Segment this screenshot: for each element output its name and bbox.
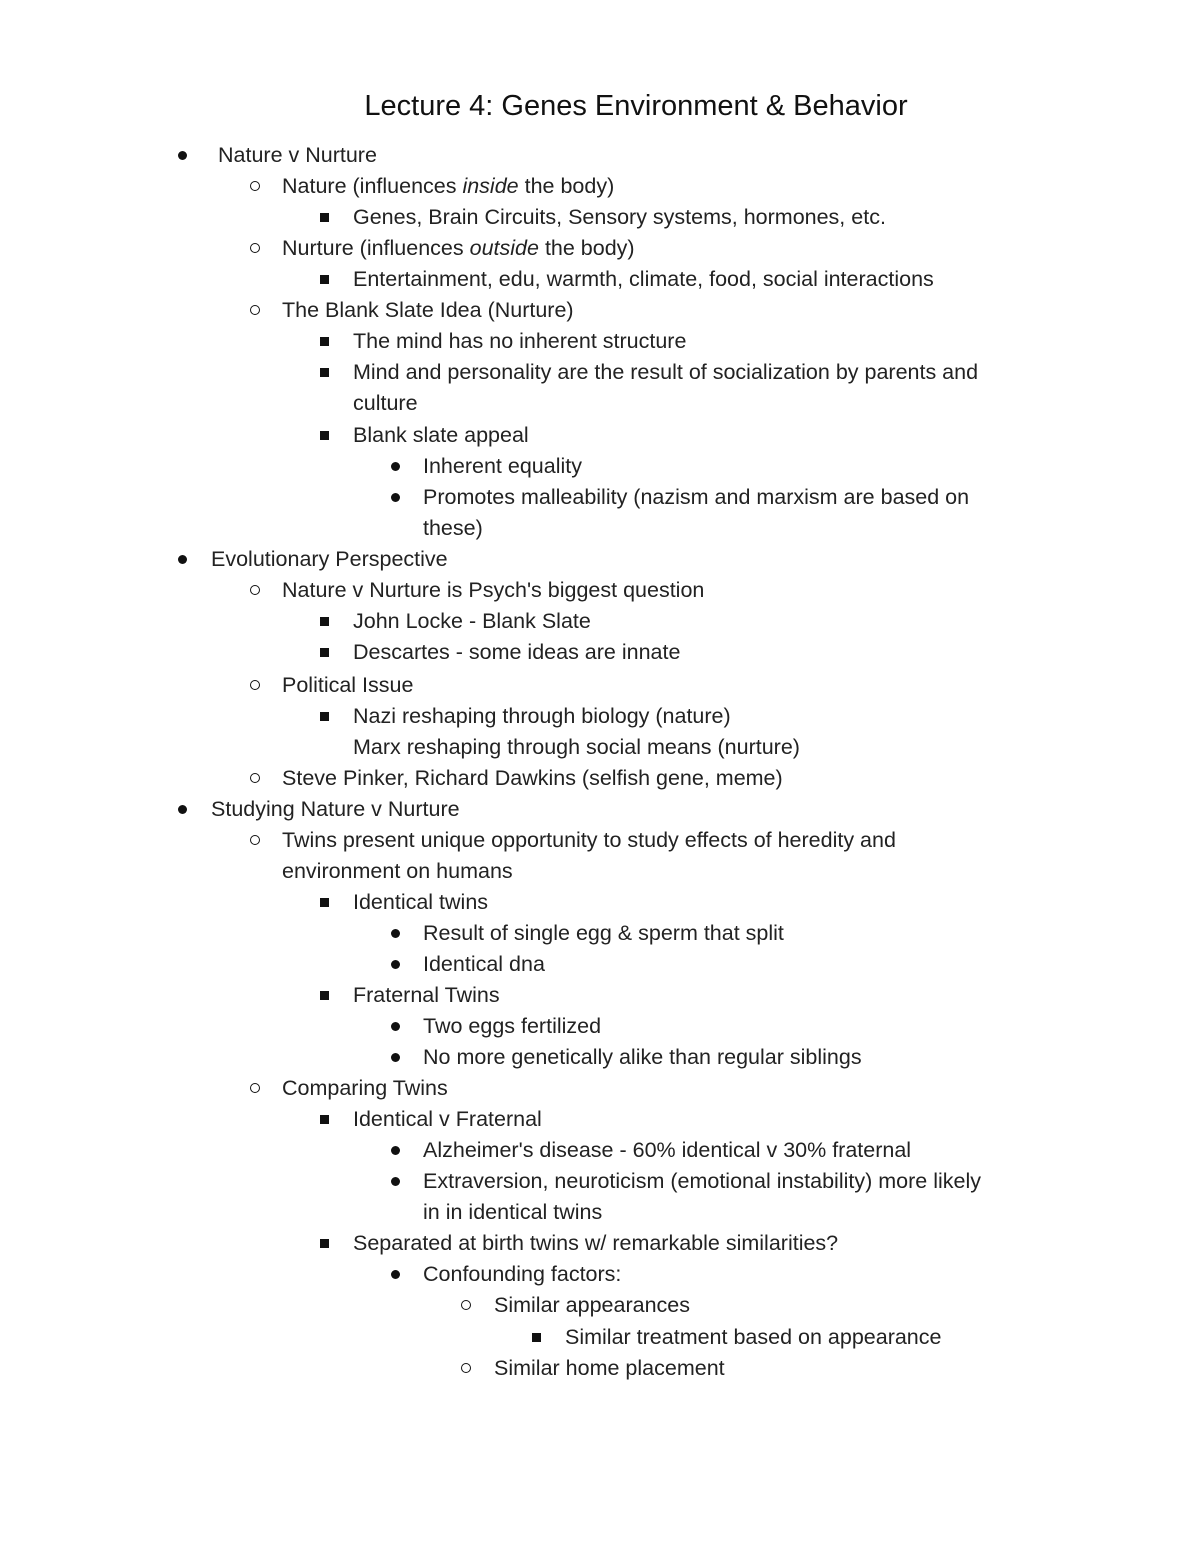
list-item: Nature v Nurture [218,143,377,167]
list-item-continuation: in in identical twins [423,1200,603,1224]
list-item: Nazi reshaping through biology (nature) [353,704,731,728]
bullet-circle-icon [250,233,262,264]
list-item: Separated at birth twins w/ remarkable similarities? [353,1231,839,1255]
list-item: Similar treatment based on appearance [565,1325,942,1349]
bullet-circle-icon [250,763,262,794]
bullet-square-icon [320,980,332,1011]
bullet-disc-icon [178,794,190,825]
list-item-text: the body) [538,236,635,260]
list-item-text: the body) [518,174,615,198]
bullet-disc-icon [391,1011,403,1042]
list-item: Result of single egg & sperm that split [423,921,784,945]
list-item: Inherent equality [423,454,582,478]
bullet-disc-icon [178,544,190,575]
list-item: The Blank Slate Idea (Nurture) [282,298,574,322]
list-item-continuation: culture [353,391,418,415]
bullet-circle-icon [250,1073,262,1104]
list-item: Identical dna [423,952,545,976]
bullet-disc-icon [391,1042,403,1073]
list-item: Evolutionary Perspective [211,547,448,571]
list-item-emphasis: inside [462,174,519,198]
page-title: Lecture 4: Genes Environment & Behavior [364,90,908,122]
list-item: Descartes - some ideas are innate [353,640,681,664]
bullet-circle-icon [250,825,262,856]
list-item: Twins present unique opportunity to study effects of heredity and [282,828,896,852]
bullet-square-icon [320,701,332,732]
bullet-square-icon [320,1228,332,1259]
bullet-disc-icon [391,1166,403,1197]
list-item-emphasis: outside [469,236,539,260]
bullet-square-icon [320,637,332,668]
list-item-continuation: environment on humans [282,859,513,883]
bullet-square-icon [320,357,332,388]
bullet-disc-icon [391,451,403,482]
bullet-circle-icon [250,171,262,202]
list-item: Entertainment, edu, warmth, climate, food, social interactions [353,267,934,291]
bullet-circle-icon [461,1353,473,1384]
list-item: Blank slate appeal [353,423,529,447]
list-item-text: Nature (influences [282,174,463,198]
bullet-circle-icon [250,295,262,326]
list-item-text: Nurture (influences [282,236,470,260]
bullet-square-icon [320,887,332,918]
list-item: Fraternal Twins [353,983,500,1007]
bullet-circle-icon [461,1290,473,1321]
bullet-square-icon [320,606,332,637]
bullet-square-icon [320,202,332,233]
list-item: Genes, Brain Circuits, Sensory systems, hormones, etc. [353,205,886,229]
bullet-disc-icon [391,949,403,980]
bullet-disc-icon [178,140,190,171]
list-item: Identical twins [353,890,489,914]
list-item [282,233,635,264]
list-item: Similar home placement [494,1356,725,1380]
bullet-disc-icon [391,1135,403,1166]
bullet-square-icon [320,420,332,451]
list-item: Studying Nature v Nurture [211,797,460,821]
list-item: Identical v Fraternal [353,1107,542,1131]
bullet-square-icon [320,1104,332,1135]
list-item: Mind and personality are the result of socialization by parents and [353,360,979,384]
bullet-square-icon [320,264,332,295]
list-item [282,171,614,202]
list-item-continuation: these) [423,516,483,540]
bullet-disc-icon [391,482,403,513]
list-item: Political Issue [282,673,414,697]
list-item: Two eggs fertilized [423,1014,602,1038]
list-item: Alzheimer's disease - 60% identical v 30% fraternal [423,1138,912,1162]
bullet-square-icon [532,1322,544,1353]
bullet-circle-icon [250,670,262,701]
list-item: The mind has no inherent structure [353,329,687,353]
list-item: Similar appearances [494,1293,690,1317]
list-item: Confounding factors: [423,1262,622,1286]
list-item: Comparing Twins [282,1076,448,1100]
bullet-disc-icon [391,918,403,949]
list-item: No more genetically alike than regular siblings [423,1045,862,1069]
bullet-circle-icon [250,575,262,606]
list-item: Steve Pinker, Richard Dawkins (selfish gene, meme) [282,766,783,790]
list-item: Nature v Nurture is Psych's biggest question [282,578,705,602]
list-item: Extraversion, neuroticism (emotional instability) more likely [423,1169,981,1193]
list-item-continuation: Marx reshaping through social means (nurture) [353,735,800,759]
bullet-disc-icon [391,1259,403,1290]
list-item: John Locke - Blank Slate [353,609,591,633]
bullet-square-icon [320,326,332,357]
list-item: Promotes malleability (nazism and marxism are based on [423,485,970,509]
